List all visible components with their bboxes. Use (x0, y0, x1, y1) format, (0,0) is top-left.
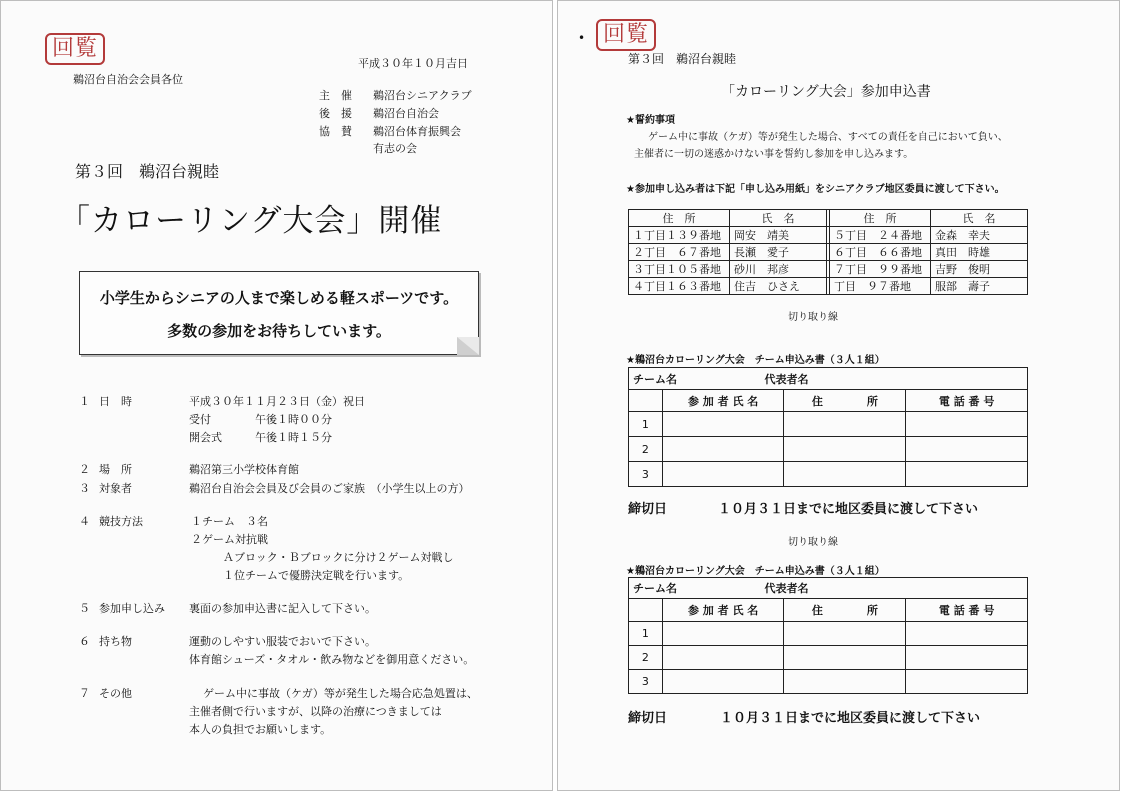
pledge-line: ゲーム中に事故（ケガ）等が発生した場合、すべての責任を自己において負い、 (648, 132, 1008, 143)
callout-box (79, 271, 479, 355)
table-row (629, 670, 1028, 694)
item-number: ３ (79, 482, 90, 495)
table-cell: 吉野 俊明 (931, 261, 1028, 278)
name-field[interactable] (662, 437, 784, 462)
item-number: ４ (79, 515, 90, 528)
item-number: ７ (79, 687, 90, 700)
form-heading: ★鵜沼台カローリング大会 チーム申込み書（３人１組） (626, 355, 885, 366)
header-cell: 電 話 番 号 (906, 599, 1028, 622)
team-name-cell (629, 368, 1028, 390)
table-cell: 真田 時雄 (931, 244, 1028, 261)
item-text: 鵜沼台自治会会員及び会員のご家族 （小学生以上の方） (189, 482, 470, 495)
org-name: 鵜沼台シニアクラブ (373, 89, 472, 102)
table-row (629, 244, 1028, 261)
deadline-text: １０月３１日までに地区委員に渡して下さい (718, 502, 979, 517)
callout-line: 小学生からシニアの人まで楽しめる軽スポーツです。 (99, 289, 459, 307)
header-cell-blank (629, 599, 663, 622)
address-field[interactable] (784, 437, 906, 462)
phone-field[interactable] (906, 622, 1028, 646)
item-label: 競技方法 (99, 515, 143, 528)
team-name-cell (629, 578, 1028, 599)
item-text: 開会式 午後１時１５分 (189, 431, 332, 444)
table-cell: 長瀬 愛子 (730, 244, 827, 261)
row-number: 2 (629, 646, 663, 670)
team-name-label: チーム名 (633, 582, 677, 595)
date: 平成３０年１０月吉日 (358, 57, 468, 70)
address-table (628, 209, 1028, 295)
item-label: 場 所 (99, 463, 132, 476)
row-number: 3 (629, 462, 663, 487)
event-subtitle: 第３回 鵜沼台親睦 (628, 52, 737, 66)
team-name-row (629, 368, 1028, 390)
address-field[interactable] (784, 412, 906, 437)
kairan-stamp: 回覧 (45, 33, 105, 65)
table-cell: 服部 壽子 (931, 278, 1028, 295)
item-text: ２ゲーム対抗戦 (191, 533, 268, 546)
table-cell: ７丁目 ９９番地 (830, 261, 931, 278)
item-text: Ａブロック・Ｂブロックに分け２ゲーム対戦し (223, 551, 454, 564)
header-cell: 住 所 (629, 210, 730, 227)
row-number: 3 (629, 670, 663, 694)
form-title: 「カローリング大会」参加申込書 (721, 84, 931, 100)
event-title: 「カローリング大会」開催 (59, 203, 443, 239)
deadline-text: １０月３１日までに地区委員に渡して下さい (720, 711, 981, 726)
page-curl (457, 337, 479, 355)
phone-field[interactable] (906, 462, 1028, 487)
rep-name-label: 代表者名 (764, 582, 809, 595)
phone-field[interactable] (906, 646, 1028, 670)
item-number: ６ (79, 635, 90, 648)
deadline-label: 締切日 (628, 711, 668, 726)
phone-field[interactable] (906, 670, 1028, 694)
address-field[interactable] (784, 646, 906, 670)
item-text: 受付 午後１時００分 (189, 413, 332, 426)
cut-line-label: 切り取り線 (788, 537, 838, 548)
header-cell: 住 所 (784, 599, 906, 622)
item-number: ２ (79, 463, 90, 476)
form-heading: ★鵜沼台カローリング大会 チーム申込み書（３人１組） (626, 566, 885, 577)
item-text: 平成３０年１１月２３日（金）祝日 (189, 395, 365, 408)
cut-line-label: 切り取り線 (788, 312, 838, 323)
row-number: 2 (629, 437, 663, 462)
name-field[interactable] (662, 462, 784, 487)
event-subtitle: 第３回 鵜沼台親睦 (75, 162, 220, 181)
table-row (629, 412, 1028, 437)
pledge-line: 主催者に一切の迷惑かけない事を誓約し参加を申し込みます。 (634, 149, 914, 160)
item-text: ゲーム中に事故（ケガ）等が発生した場合応急処置は、 (203, 687, 478, 700)
team-name-label: チーム名 (633, 372, 677, 386)
item-text: 運動のしやすい服装でおいで下さい。 (189, 635, 376, 648)
table-cell: 金森 幸夫 (931, 227, 1028, 244)
org-name: 鵜沼台自治会 (373, 107, 439, 120)
table-header-row (629, 210, 1028, 227)
table-row (629, 622, 1028, 646)
table-cell: ２丁目 ６７番地 (629, 244, 730, 261)
table-row (629, 646, 1028, 670)
name-field[interactable] (662, 646, 784, 670)
org-name: 鵜沼台体育振興会 (373, 125, 461, 138)
header-cell-blank (629, 390, 663, 412)
table-cell: 岡安 靖美 (730, 227, 827, 244)
addressee: 鵜沼台自治会会員各位 (73, 73, 183, 86)
item-text: 裏面の参加申込書に記入して下さい。 (189, 602, 376, 615)
item-text: 主催者側で行いますが、以降の治療につきましては (189, 705, 442, 718)
row-number: 1 (629, 622, 663, 646)
table-header-row (629, 599, 1028, 622)
org-role: 協 賛 (319, 125, 352, 138)
org-role: 後 援 (319, 107, 352, 120)
table-row (629, 437, 1028, 462)
table-cell: ４丁目１６３番地 (629, 278, 730, 295)
rep-name-label: 代表者名 (764, 372, 809, 386)
item-number: ５ (79, 602, 90, 615)
header-cell: 住 所 (784, 390, 906, 412)
item-text: １位チームで優勝決定戦を行います。 (223, 569, 410, 582)
header-cell: 氏 名 (730, 210, 827, 227)
item-number: １ (79, 395, 90, 408)
item-label: その他 (99, 687, 132, 700)
item-label: 日 時 (99, 395, 132, 408)
right-page (557, 0, 1120, 791)
team-form-2 (628, 577, 1028, 694)
header-cell: 参 加 者 氏 名 (662, 599, 784, 622)
item-text: １チーム ３名 (191, 515, 268, 528)
row-number: 1 (629, 412, 663, 437)
table-cell: 砂川 邦彦 (730, 261, 827, 278)
table-cell: 住吉 ひさえ (730, 278, 827, 295)
table-row (629, 278, 1028, 295)
header-cell: 参 加 者 氏 名 (662, 390, 784, 412)
table-row (629, 261, 1028, 278)
team-form-1 (628, 367, 1028, 487)
phone-field[interactable] (906, 437, 1028, 462)
org-role: 主 催 (319, 89, 352, 102)
pledge-heading: ★誓約事項 (626, 115, 675, 126)
table-cell: ３丁目１０５番地 (629, 261, 730, 278)
name-field[interactable] (662, 622, 784, 646)
table-row (629, 462, 1028, 487)
kairan-stamp: 回覧 (596, 19, 656, 51)
deadline-label: 締切日 (628, 502, 668, 517)
instruction: ★参加申し込み者は下記「申し込み用紙」をシニアクラブ地区委員に渡して下さい。 (626, 184, 1005, 195)
address-field[interactable] (784, 670, 906, 694)
table-cell: ５丁目 ２４番地 (830, 227, 931, 244)
address-field[interactable] (784, 622, 906, 646)
table-cell: 丁目 ９７番地 (830, 278, 931, 295)
item-label: 持ち物 (99, 635, 132, 648)
header-cell: 氏 名 (931, 210, 1028, 227)
table-cell: １丁目１３９番地 (629, 227, 730, 244)
item-text: 本人の負担でお願いします。 (189, 723, 332, 736)
org-name: 有志の会 (373, 142, 417, 155)
left-page (0, 0, 553, 791)
item-label: 参加申し込み (99, 602, 165, 615)
header-cell: 電 話 番 号 (906, 390, 1028, 412)
table-row (629, 227, 1028, 244)
phone-field[interactable] (906, 412, 1028, 437)
bullet-dot: • (578, 31, 586, 45)
header-cell: 住 所 (830, 210, 931, 227)
team-name-row (629, 578, 1028, 599)
table-header-row (629, 390, 1028, 412)
item-text: 鵜沼第三小学校体育館 (189, 463, 299, 476)
name-field[interactable] (662, 412, 784, 437)
name-field[interactable] (662, 670, 784, 694)
callout-line: 多数の参加をお待ちしています。 (167, 322, 391, 340)
table-cell: ６丁目 ６６番地 (830, 244, 931, 261)
address-field[interactable] (784, 462, 906, 487)
item-text: 体育館シューズ・タオル・飲み物などを御用意ください。 (189, 653, 475, 666)
item-label: 対象者 (99, 482, 132, 495)
